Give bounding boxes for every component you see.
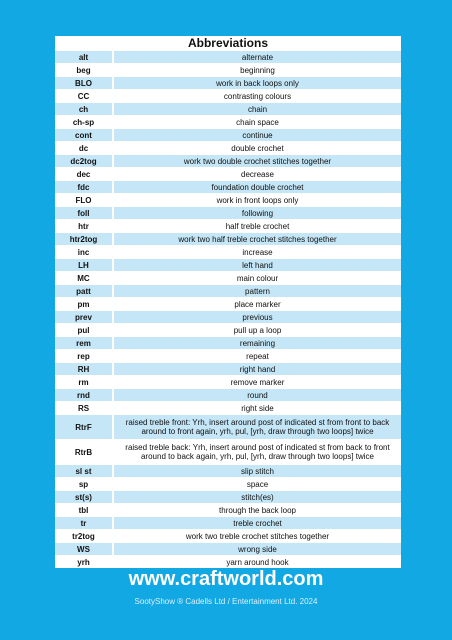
table-row [55, 324, 401, 337]
abbreviation-cell: tbl [55, 504, 113, 517]
definition-cell: round [113, 389, 401, 402]
table-row [55, 504, 401, 517]
abbreviation-cell: htr [55, 220, 113, 233]
definition-cell: beginning [113, 64, 401, 77]
table-row [55, 207, 401, 220]
abbreviation-cell: dc2tog [55, 155, 113, 168]
definition-cell: work two treble crochet stitches together [113, 530, 401, 543]
table-row [55, 298, 401, 311]
abbreviation-cell: MC [55, 272, 113, 285]
abbreviation-cell: ch-sp [55, 116, 113, 129]
table-row [55, 194, 401, 207]
abbreviation-cell: CC [55, 90, 113, 103]
definition-cell: remaining [113, 337, 401, 350]
abbreviation-cell: sl st [55, 465, 113, 478]
definition-cell: slip stitch [113, 465, 401, 478]
abbreviation-cell: RtrF [55, 415, 113, 440]
definition-cell: half treble crochet [113, 220, 401, 233]
abbreviation-cell: BLO [55, 77, 113, 90]
table-row [55, 402, 401, 415]
abbreviation-cell: st(s) [55, 491, 113, 504]
table-row [55, 103, 401, 116]
definition-cell: contrasting colours [113, 90, 401, 103]
abbreviation-cell: dc [55, 142, 113, 155]
definition-cell: pattern [113, 285, 401, 298]
table-row [55, 337, 401, 350]
table-row [55, 530, 401, 543]
abbreviation-cell: tr2tog [55, 530, 113, 543]
abbreviation-cell: ch [55, 103, 113, 116]
table-row [55, 311, 401, 324]
table-row [55, 233, 401, 246]
definition-cell: stitch(es) [113, 491, 401, 504]
website-link[interactable]: www.craftworld.com [128, 568, 324, 590]
definition-cell: work in back loops only [113, 77, 401, 90]
table-row [55, 181, 401, 194]
copyright-text: SootyShow ® Cadells Ltd / Entertainment Ltd. 2024 [134, 597, 318, 606]
table-row [55, 51, 401, 64]
table-row [55, 259, 401, 272]
table-row [55, 350, 401, 363]
abbreviation-cell: FLO [55, 194, 113, 207]
definition-cell: repeat [113, 350, 401, 363]
abbreviation-cell: foll [55, 207, 113, 220]
table-row [55, 77, 401, 90]
abbreviation-cell: cont [55, 129, 113, 142]
table-row [55, 440, 401, 465]
abbreviation-cell: pul [55, 324, 113, 337]
definition-cell: work two double crochet stitches together [113, 155, 401, 168]
definition-cell: foundation double crochet [113, 181, 401, 194]
definition-cell: space [113, 478, 401, 491]
definition-cell: pull up a loop [113, 324, 401, 337]
table-row [55, 491, 401, 504]
abbreviation-cell: fdc [55, 181, 113, 194]
abbreviation-cell: RS [55, 402, 113, 415]
table-row [55, 220, 401, 233]
table-row [55, 142, 401, 155]
abbreviation-cell: alt [55, 51, 113, 64]
abbreviation-cell: prev [55, 311, 113, 324]
table-row [55, 285, 401, 298]
abbreviation-cell: beg [55, 64, 113, 77]
table-row [55, 246, 401, 259]
definition-cell: raised treble back: Yrh, insert around post of indicated st from back to front around to back again, yrh, pul, [yrh, draw through two loops] twice [113, 440, 401, 465]
abbreviations-table [55, 50, 401, 568]
abbreviation-cell: dec [55, 168, 113, 181]
table-row [55, 116, 401, 129]
abbreviation-cell: RtrB [55, 440, 113, 465]
table-row [55, 415, 401, 440]
abbreviations-card [55, 36, 401, 568]
definition-cell: decrease [113, 168, 401, 181]
table-row [55, 363, 401, 376]
table-row [55, 465, 401, 478]
definition-cell: place marker [113, 298, 401, 311]
table-row [55, 272, 401, 285]
abbreviation-cell: patt [55, 285, 113, 298]
abbreviation-cell: LH [55, 259, 113, 272]
definition-cell: right side [113, 402, 401, 415]
table-row [55, 389, 401, 402]
abbreviation-cell: tr [55, 517, 113, 530]
abbreviation-cell: yrh [55, 556, 113, 569]
table-row [55, 556, 401, 569]
table-row [55, 90, 401, 103]
definition-cell: alternate [113, 51, 401, 64]
definition-cell: work in front loops only [113, 194, 401, 207]
definition-cell: chain space [113, 116, 401, 129]
abbreviation-cell: RH [55, 363, 113, 376]
definition-cell: right hand [113, 363, 401, 376]
definition-cell: raised treble front: Yrh, insert around post of indicated st from front to back around to front again, yrh, pul, [yrh, draw through two loops] twice [113, 415, 401, 440]
table-row [55, 517, 401, 530]
abbreviation-cell: inc [55, 246, 113, 259]
definition-cell: chain [113, 103, 401, 116]
abbreviation-cell: rep [55, 350, 113, 363]
definition-cell: through the back loop [113, 504, 401, 517]
abbreviation-cell: rnd [55, 389, 113, 402]
abbreviation-cell: htr2tog [55, 233, 113, 246]
definition-cell: left hand [113, 259, 401, 272]
definition-cell: increase [113, 246, 401, 259]
definition-cell: main colour [113, 272, 401, 285]
table-row [55, 155, 401, 168]
abbreviation-cell: WS [55, 543, 113, 556]
definition-cell: remove marker [113, 376, 401, 389]
abbreviation-cell: pm [55, 298, 113, 311]
table-row [55, 168, 401, 181]
definition-cell: work two half treble crochet stitches together [113, 233, 401, 246]
definition-cell: following [113, 207, 401, 220]
definition-cell: treble crochet [113, 517, 401, 530]
definition-cell: yarn around hook [113, 556, 401, 569]
definition-cell: double crochet [113, 142, 401, 155]
page-title: Abbreviations [55, 36, 401, 50]
table-row [55, 376, 401, 389]
table-row [55, 478, 401, 491]
abbreviation-cell: rem [55, 337, 113, 350]
table-row [55, 64, 401, 77]
table-row [55, 129, 401, 142]
table-row [55, 543, 401, 556]
definition-cell: wrong side [113, 543, 401, 556]
definition-cell: previous [113, 311, 401, 324]
abbreviation-cell: sp [55, 478, 113, 491]
definition-cell: continue [113, 129, 401, 142]
abbreviation-cell: rm [55, 376, 113, 389]
